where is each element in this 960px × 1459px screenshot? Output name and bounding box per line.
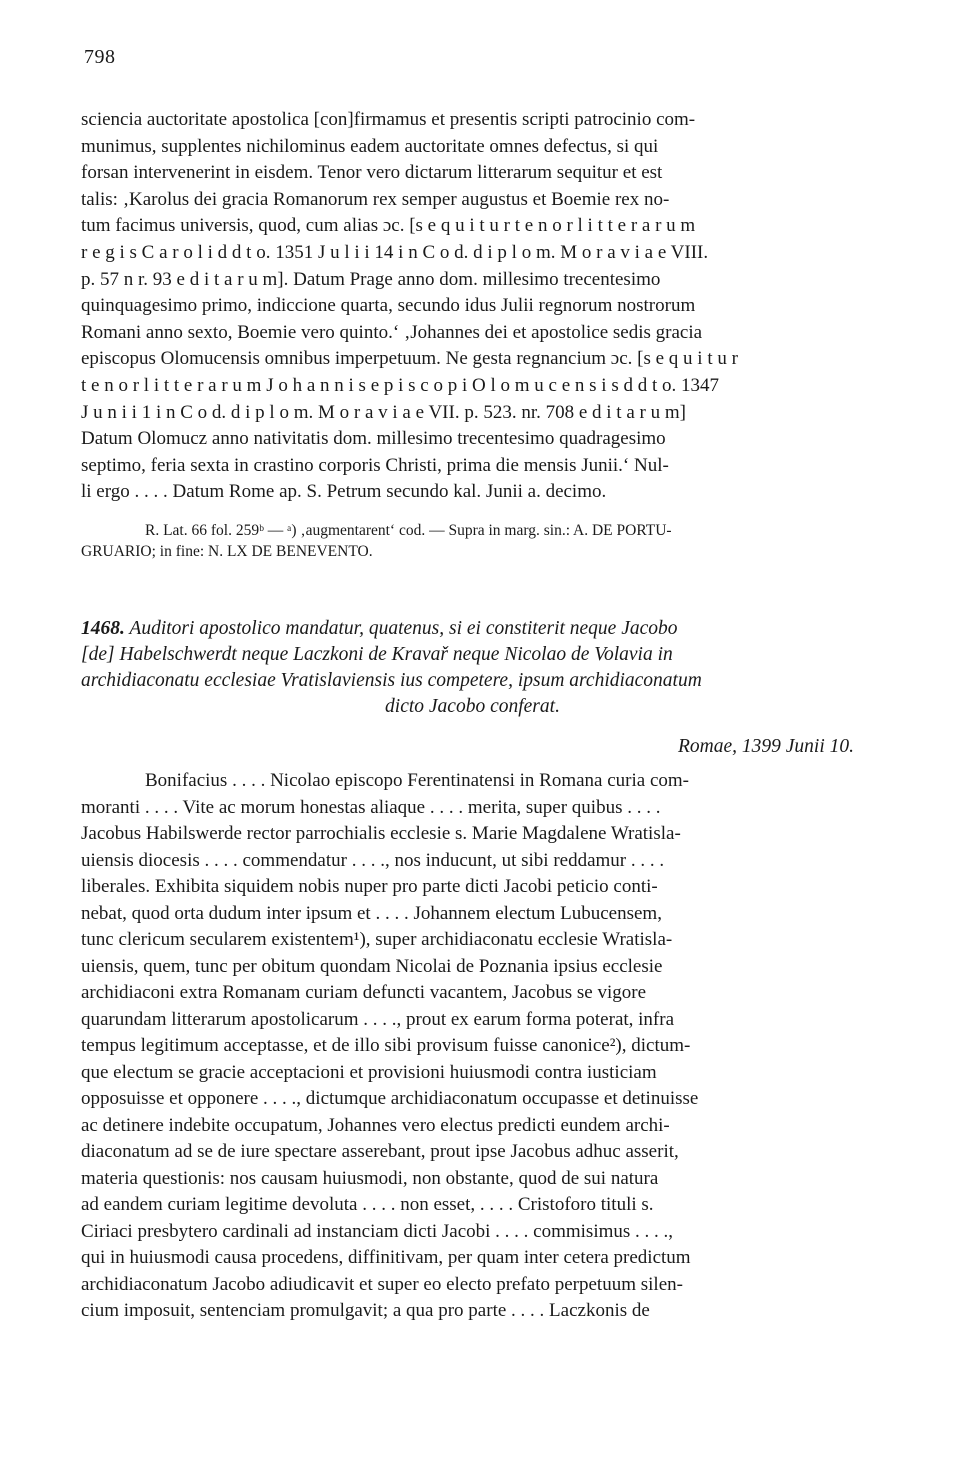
body-line: tunc clericum secularem existentem¹), super archidiaconatu ecclesie Wratisla- [81,929,673,950]
body-line: cium imposuit, sentenciam promulgavit; a qua pro parte . . . . Laczkonis de [81,1300,650,1321]
text-line: Romani anno sexto, Boemie vero quinto.‘ ‚Johannes dei et apostolice sedis gracia [81,321,703,343]
body-line: ad eandem curiam legitime devoluta . . . . non esset, . . . . Cristoforo tituli s. [81,1194,654,1215]
body-line: Ciriaci presbytero cardinali ad instanciam dicti Jacobi . . . . commisimus . . . ., [81,1220,674,1242]
text-line: episcopus Olomucensis omnibus imperpetuum. Ne gesta regnancium ɔc. [s e q u i t u r [81,348,738,370]
body-line: Bonifacius . . . . Nicolao episcopo Ferentinatensi in Romana curia com- [145,770,689,791]
page-number: 798 [84,46,116,68]
continuation-text [81,107,864,506]
text-line: t e n o r l i t t e r a r u m J o h a n n i s e p i s c o p i O l o m u c e n s i s d d t o. 1347 [81,374,720,396]
body-line: uiensis, quem, tunc per obitum quondam Nicolai de Poznania ipsius ecclesie [81,955,663,977]
body-line: archidiaconi extra Romanam curiam defuncti vacantem, Jacobus se vigore [81,982,647,1003]
source-note [81,520,864,562]
body-line: diaconatum ad se de iure spectare asserebant, prout ipse Jacobus adhuc asserit, [81,1141,679,1162]
body-line: archidiaconatum Jacobo adiudicavit et super eo electo prefato perpetuum silen- [81,1273,683,1295]
body-line: que electum se gracie acceptacioni et provisioni huiusmodi contra iusticiam [81,1061,657,1083]
title-line: [de] Habelschwerdt neque Laczkoni de Kravař neque Nicolao de Volavia in [81,644,673,665]
note-line: GRUARIO; in fine: N. LX DE BENEVENTO. [81,543,373,560]
body-line: Jacobus Habilswerde rector parrochialis ecclesie s. Marie Magdalene Wratisla- [81,823,681,844]
text-line: forsan intervenerint in eisdem. Tenor vero dictarum litterarum sequitur et est [81,162,663,184]
body-line: opposuisse et opponere . . . ., dictumque archidiaconatum occupasse et detinuisse [81,1088,699,1109]
body-line: quarundam litterarum apostolicarum . . . ., prout ex earum forma poterat, infra [81,1008,675,1030]
text-line: Datum Olomucz anno nativitatis dom. millesimo trecentesimo quadragesimo [81,428,666,450]
text-line: p. 57 n r. 93 e d i t a r u m]. Datum Prage anno dom. millesimo trecentesimo [81,268,661,290]
body-line: moranti . . . . Vite ac morum honestas aliaque . . . . merita, super quibus . . . . [81,796,661,818]
text-line: septimo, feria sexta in crastino corporis Christi, prima die mensis Junii.‘ Nul- [81,454,669,476]
document-body [81,768,864,1325]
text-line: quinquagesimo primo, indiccione quarta, secundo idus Julii regnorum nostrorum [81,295,696,317]
title-line: archidiaconatu ecclesiae Vratislaviensis ius competere, ipsum archidiaconatum [81,670,702,691]
document-date: Romae, 1399 Junii 10. [677,736,854,757]
document-number: 1468. [81,618,125,639]
note-line: R. Lat. 66 fol. 259ᵇ — ᵃ) ‚augmentarent‘ cod. — Supra in marg. sin.: A. DE PORTU- [145,522,672,539]
document-heading [81,616,864,720]
text-line: tum facimus universis, quod, cum alias ɔc. [s e q u i t u r t e n o r l i t t e r a r u m [81,215,696,237]
text-line: r e g i s C a r o l i d d t o. 1351 J u l i i 14 i n C o d. d i p l o m. M o r a v i a e VIII. [81,241,709,263]
text-line: talis: ‚Karolus dei gracia Romanorum rex semper augustus et Boemie rex no- [81,188,670,210]
body-line: uiensis diocesis . . . . commendatur . . . ., nos inducunt, ut sibi reddamur . . . . [81,849,665,871]
body-line: materia questionis: nos causam huiusmodi, non obstante, quod de sui natura [81,1167,659,1189]
body-line: nebat, quod orta dudum inter ipsum et . . . . Johannem electum Lubucensem, [81,902,662,924]
text-line: sciencia auctoritate apostolica [con]firmamus et presentis scripti patrocinio com- [81,109,696,130]
body-line: ac detinere indebite occupatum, Johannes vero electus predicti eundem archi- [81,1114,670,1136]
text-line: munimus, supplentes nichilominus eadem auctoritate omnes defectus, si qui [81,135,659,157]
body-line: liberales. Exhibita siquidem nobis nuper pro parte dicti Jacobi peticio conti- [81,876,658,897]
body-line: qui in huiusmodi causa procedens, diffinitivam, per quam inter cetera predictum [81,1247,691,1268]
text-line: J u n i i 1 i n C o d. d i p l o m. M o r a v i a e VII. p. 523. nr. 708 e d i t a r u m] [81,401,686,423]
title-line: Auditori apostolico mandatur, quatenus, si ei constiterit neque Jacobo [129,618,678,639]
title-line: dicto Jacobo conferat. [385,696,560,717]
body-line: tempus legitimum acceptasse, et de illo sibi provisum fuisse canonice²), dictum- [81,1035,691,1056]
text-line: li ergo . . . . Datum Rome ap. S. Petrum secundo kal. Junii a. decimo. [81,481,607,503]
